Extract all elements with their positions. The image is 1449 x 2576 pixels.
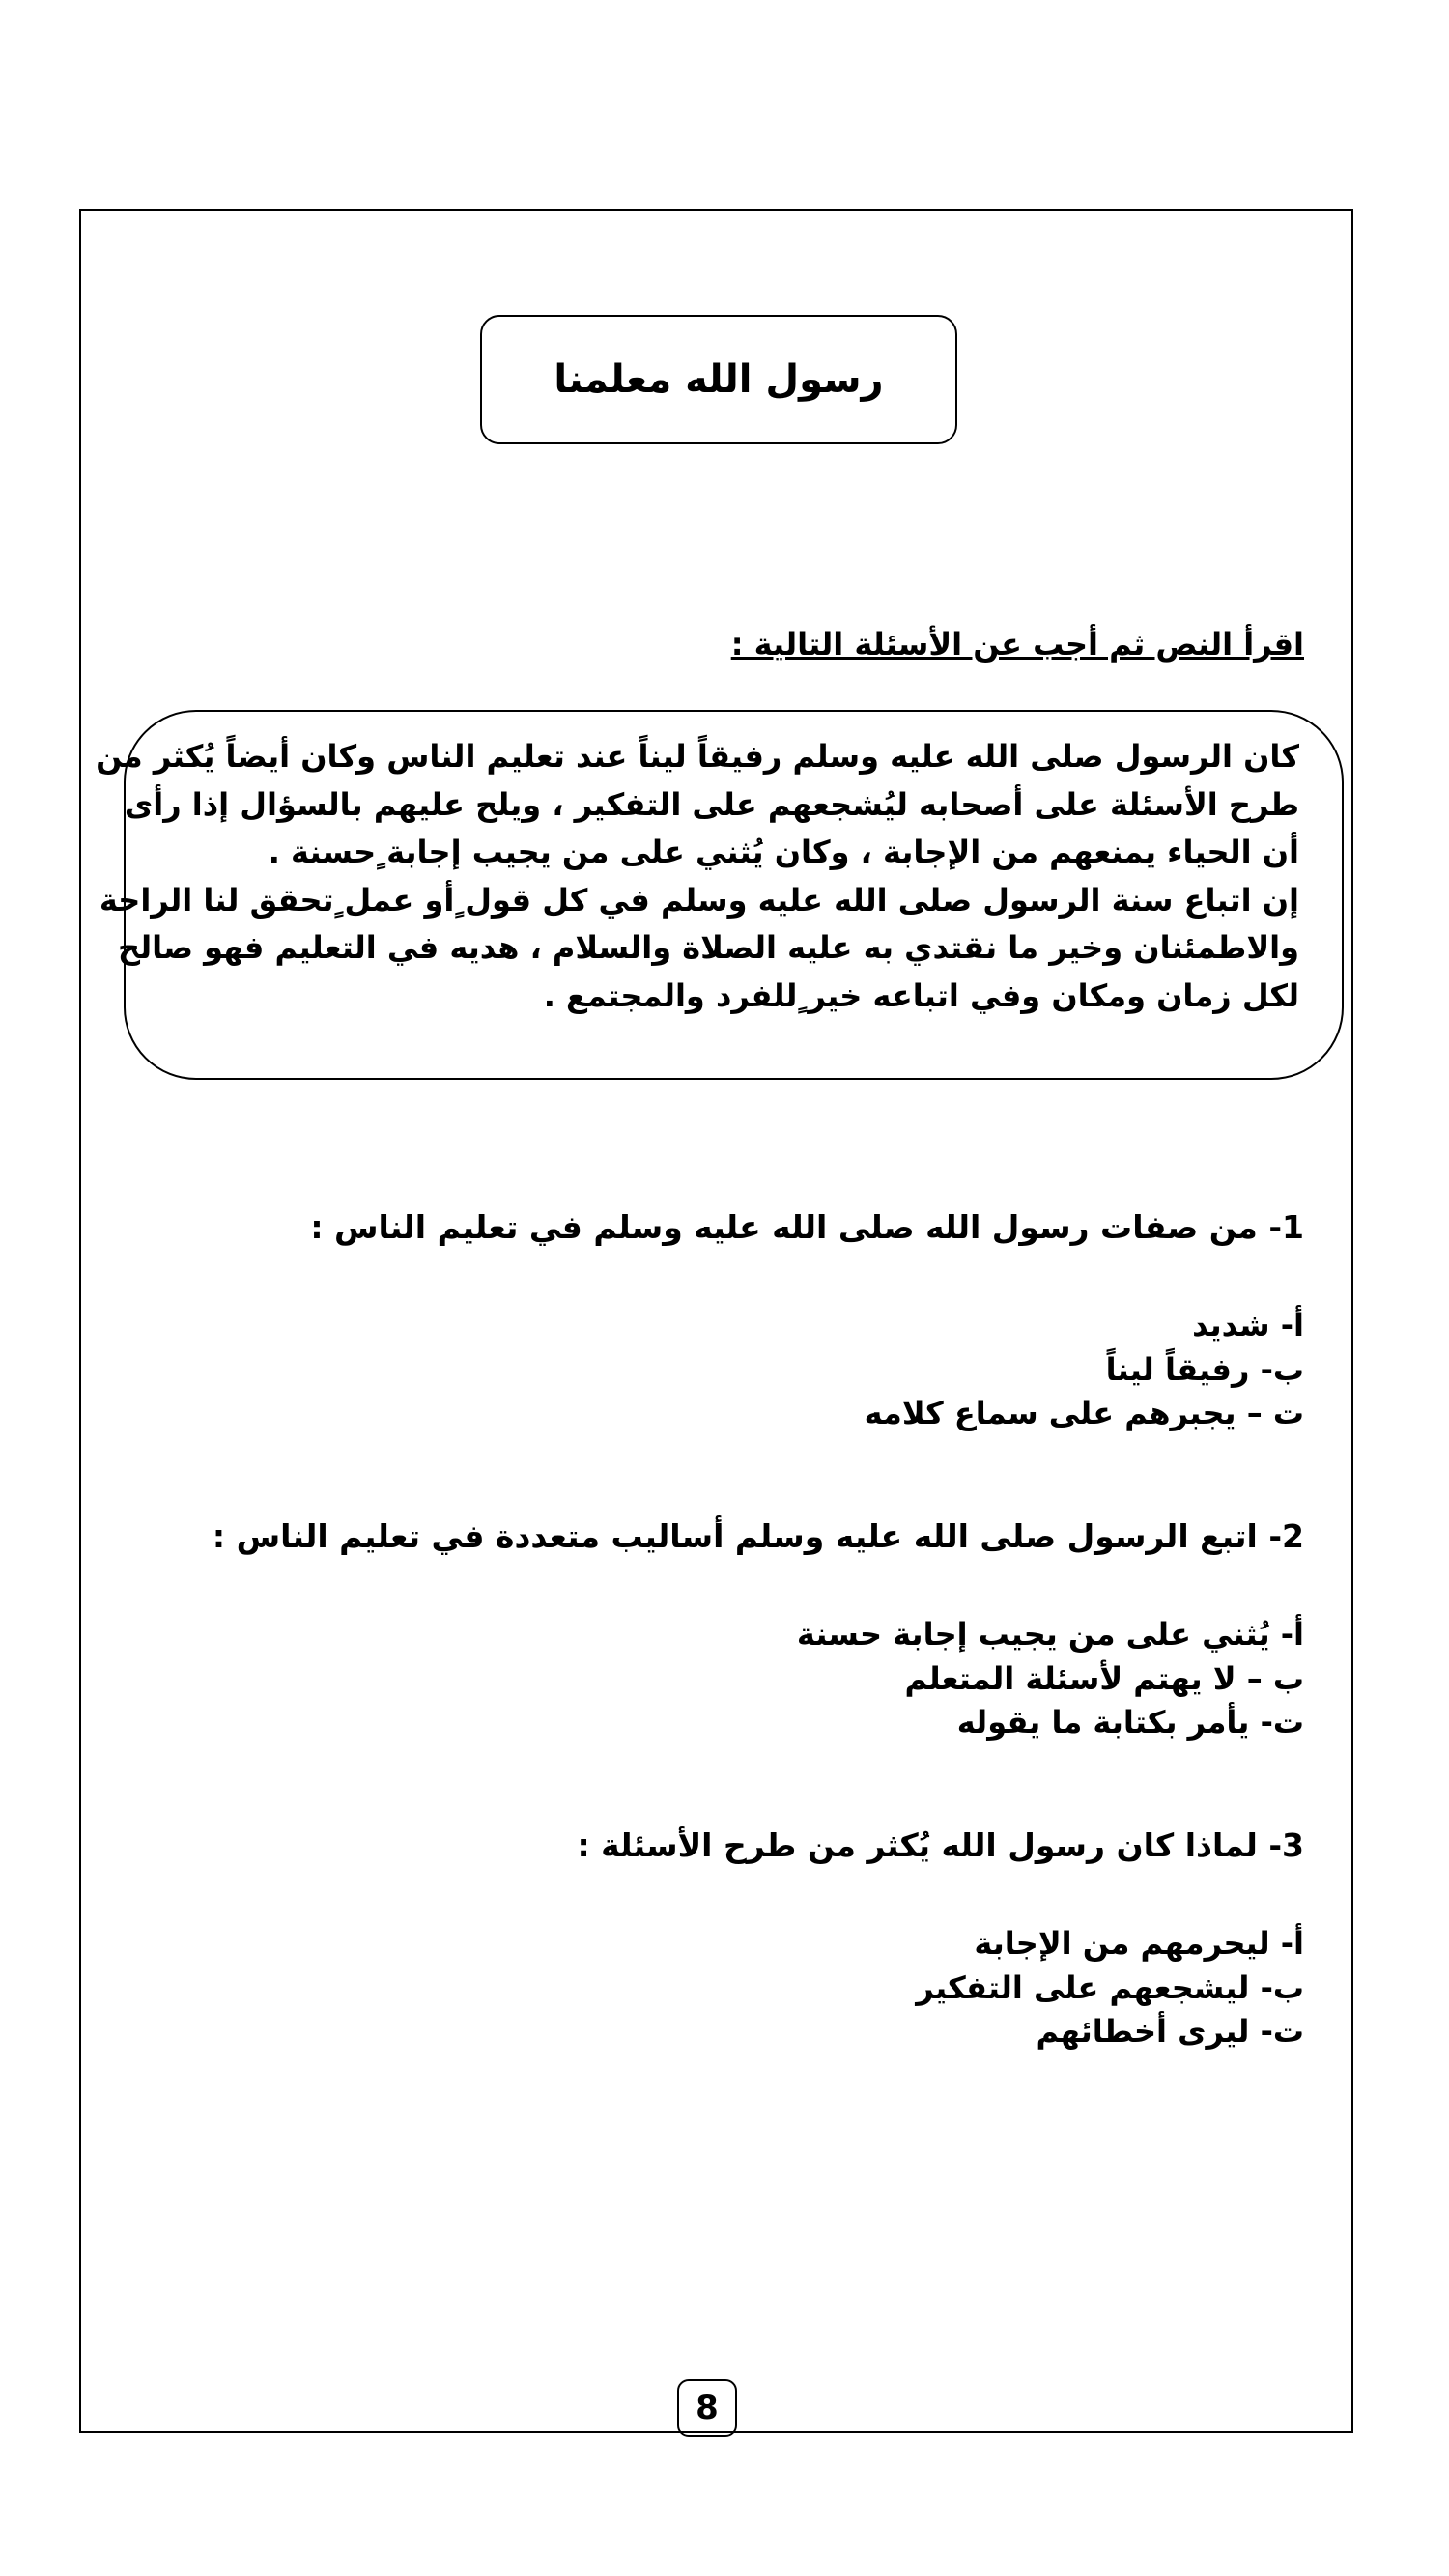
question-1 [193,1206,1304,1436]
option-item: ت- ليرى أخطائهم [1036,2013,1304,2050]
page-number: 8 [696,2389,719,2427]
passage-line: كان الرسول صلى الله عليه وسلم رفيقاً ليناً عند تعليم الناس وكان أيضاً يُكثر من [96,738,1299,775]
option-item: ب – لا يهتم لأسئلة المتعلم [904,1659,1304,1697]
instruction-heading: اقرأ النص ثم أجب عن الأسئلة التالية : [730,626,1304,663]
option-item: ت- يأمر بكتابة ما يقوله [956,1704,1304,1741]
passage-line: طرح الأسئلة على أصحابه ليُشجعهم على التفكير ، ويلح عليهم بالسؤال إذا رأى [124,785,1299,823]
page-title-text: رسول الله معلمنا [554,357,884,402]
option-item: أ- شديد [1192,1307,1304,1344]
option-item: أ- ليحرمهم من الإجابة [974,1925,1304,1962]
option-item: أ- يُثني على من يجيب إجابة حسنة [796,1616,1304,1653]
question-3 [193,1825,1304,2054]
passage-line: إن اتباع سنة الرسول صلى الله عليه وسلم في كل قول ٍأو عمل ٍتحقق لنا الراحة [99,881,1299,919]
question-2 [193,1515,1304,1745]
reading-passage [96,710,1344,1080]
page-number-box [677,2379,737,2437]
option-item: ب- رفيقاً ليناً [1105,1350,1304,1388]
option-item: ب- ليشجعهم على التفكير [916,1968,1304,2006]
question-text: 2- اتبع الرسول صلى الله عليه وسلم أساليب متعددة في تعليم الناس : [212,1517,1304,1555]
question-text: 3- لماذا كان رسول الله يُكثر من طرح الأسئلة : [577,1826,1304,1864]
option-item: ت – يجبرهم على سماع كلامه [864,1395,1304,1431]
passage-line: والاطمئنان وخير ما نقتدي به عليه الصلاة والسلام ، هديه في التعليم فهو صالح [118,929,1299,966]
passage-line: أن الحياء يمنعهم من الإجابة ، وكان يُثني على من يجيب إجابة ٍحسنة . [268,834,1299,870]
question-text: 1- من صفات رسول الله صلى الله عليه وسلم في تعليم الناس : [310,1208,1304,1246]
page-title [480,315,957,444]
passage-line: لكل زمان ومكان وفي اتباعه خير ٍللفرد والمجتمع . [543,977,1299,1014]
